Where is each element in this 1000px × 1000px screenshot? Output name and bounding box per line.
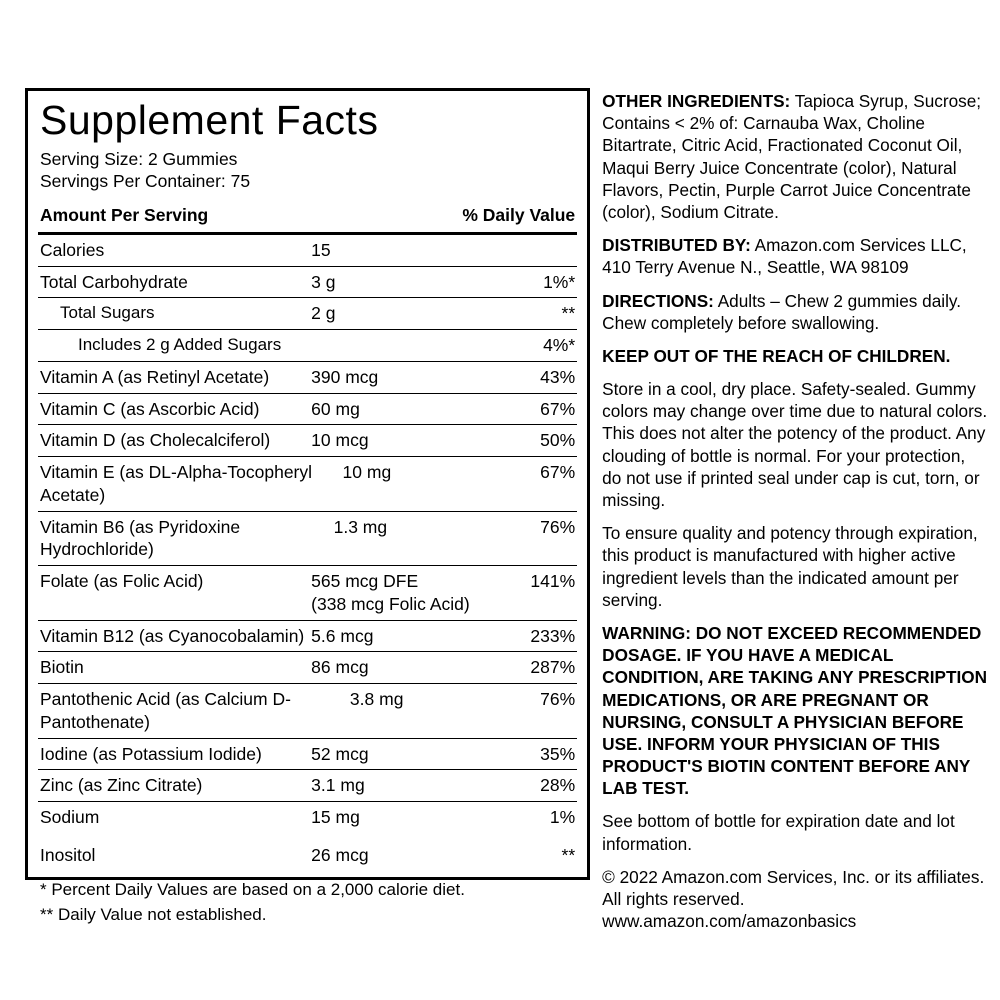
nutrient-dv: 43% bbox=[540, 366, 576, 387]
table-row bbox=[38, 298, 577, 329]
nutrient-amount: 2 g bbox=[311, 303, 336, 324]
footnote-percent-dv: * Percent Daily Values are based on a 2,000 calorie diet. bbox=[40, 879, 465, 899]
nutrient-amount: 60 mg bbox=[311, 398, 360, 419]
nutrient-name: Vitamin B6 (as Pyridoxine Hydrochloride) bbox=[40, 516, 241, 560]
nutrient-dv: ** bbox=[561, 303, 576, 324]
nutrient-dv: 287% bbox=[530, 657, 576, 678]
servings-per-container: Servings Per Container: 75 bbox=[40, 171, 251, 192]
table-row bbox=[38, 394, 577, 425]
nutrient-name: Vitamin C (as Ascorbic Acid) bbox=[40, 398, 260, 419]
supplement-facts-panel bbox=[25, 88, 590, 924]
table-row bbox=[38, 235, 577, 266]
nutrient-name: Vitamin A (as Retinyl Acetate) bbox=[40, 366, 270, 387]
directions-paragraph bbox=[602, 290, 988, 334]
keep-out-of-reach-notice: KEEP OUT OF THE REACH OF CHILDREN. bbox=[602, 345, 951, 366]
website-url: www.amazon.com/amazonbasics bbox=[602, 911, 857, 932]
nutrient-name: Inositol bbox=[40, 844, 96, 865]
nutrient-name: Biotin bbox=[40, 657, 84, 678]
directions-label: DIRECTIONS: bbox=[602, 290, 714, 311]
nutrient-amount-secondary: (338 mcg Folic Acid) bbox=[311, 593, 470, 614]
table-row bbox=[38, 652, 577, 683]
table-row bbox=[38, 840, 577, 871]
other-ingredients-paragraph bbox=[602, 90, 988, 223]
nutrient-dv: 28% bbox=[540, 775, 576, 796]
nutrient-amount: 3.8 mg bbox=[349, 689, 404, 710]
nutrient-amount: 565 mcg DFE bbox=[311, 571, 419, 592]
nutrient-name: Iodine (as Potassium Iodide) bbox=[40, 743, 262, 764]
nutrient-name: Vitamin E (as DL-Alpha-Tocopheryl Acetate) bbox=[40, 462, 313, 505]
expiration-paragraph: See bottom of bottle for expiration date and lot information. bbox=[602, 811, 955, 854]
directions-text: Adults – Chew 2 gummies daily. Chew completely before swallowing. bbox=[602, 290, 961, 333]
nutrient-dv: 67% bbox=[540, 398, 576, 419]
nutrient-name: Calories bbox=[40, 239, 105, 260]
table-row bbox=[38, 330, 577, 361]
header-daily-value: % Daily Value bbox=[462, 204, 576, 225]
header-amount-per-serving: Amount Per Serving bbox=[40, 204, 209, 225]
footnote-dv-not-established: ** Daily Value not established. bbox=[40, 904, 267, 924]
table-row bbox=[38, 425, 577, 456]
table-row bbox=[38, 267, 577, 298]
nutrient-dv: 1%* bbox=[543, 271, 576, 292]
nutrient-dv: 233% bbox=[530, 625, 576, 646]
nutrient-amount: 10 mcg bbox=[311, 430, 369, 451]
table-row bbox=[38, 739, 577, 770]
nutrient-amount: 3.1 mg bbox=[311, 775, 365, 796]
nutrient-dv: ** bbox=[561, 844, 576, 865]
warning-paragraph: WARNING: DO NOT EXCEED RECOMMENDED DOSAGE. IF YOU HAVE A MEDICAL CONDITION, ARE TAKING ANY PRESCRIPTION MEDICATIONS, OR ARE PREGNANT OR NURSING, CONSULT A PHYSICIAN BEFORE USE. INFORM YOUR PHYSICIAN OF THIS PRODUCT'S BIOTIN CONTENT BEFORE ANY LAB TEST. bbox=[602, 622, 988, 799]
table-header bbox=[38, 200, 577, 232]
nutrient-amount: 52 mcg bbox=[311, 743, 369, 764]
distributed-by-label: DISTRIBUTED BY: bbox=[602, 235, 751, 256]
other-ingredients-label: OTHER INGREDIENTS: bbox=[602, 91, 791, 111]
nutrient-amount: 1.3 mg bbox=[333, 516, 388, 537]
table-row bbox=[38, 621, 577, 652]
serving-size: Serving Size: 2 Gummies bbox=[40, 149, 238, 170]
nutrient-name: Total Sugars bbox=[60, 303, 155, 323]
nutrient-name: Vitamin D (as Cholecalciferol) bbox=[40, 430, 271, 451]
nutrient-name: Pantothenic Acid (as Calcium D-Pantothenate) bbox=[40, 689, 291, 732]
nutrient-name: Folate (as Folic Acid) bbox=[40, 571, 204, 592]
table-row bbox=[38, 362, 577, 393]
nutrient-dv: 76% bbox=[540, 516, 576, 537]
nutrient-amount: 15 mg bbox=[311, 807, 360, 828]
nutrient-dv: 141% bbox=[530, 571, 576, 592]
quality-paragraph: To ensure quality and potency through expiration, this product is manufactured with higher active ingredient levels than the indicated amount per serving. bbox=[602, 523, 978, 610]
nutrient-dv: 67% bbox=[540, 462, 576, 483]
distributed-by-text: Amazon.com Services LLC, 410 Terry Avenue N., Seattle, WA 98109 bbox=[602, 235, 967, 278]
nutrient-amount: 10 mg bbox=[342, 462, 392, 483]
table-row bbox=[38, 512, 577, 566]
label-text-column bbox=[602, 88, 988, 960]
nutrient-amount: 26 mcg bbox=[311, 844, 369, 865]
nutrient-name: Vitamin B12 (as Cyanocobalamin) bbox=[40, 625, 305, 646]
nutrient-name: Total Carbohydrate bbox=[40, 271, 188, 292]
nutrient-amount: 86 mcg bbox=[311, 657, 369, 678]
nutrient-dv: 4%* bbox=[543, 335, 576, 356]
nutrient-amount-group bbox=[309, 570, 483, 616]
other-ingredients-text: Tapioca Syrup, Sucrose; Contains < 2% of: Carnauba Wax, Choline Bitartrate, Citric Acid, Fractionated Coconut Oil, Maqui Berry Juice Concentrate (color), Natural Flavors, Pectin, Purple Carrot Juice Concentrate (color), Sodium Citrate. bbox=[602, 91, 982, 222]
nutrient-amount: 390 mcg bbox=[311, 366, 379, 387]
page-title: Supplement Facts bbox=[40, 97, 379, 143]
nutrient-amount: 15 bbox=[311, 239, 331, 260]
table-row bbox=[38, 770, 577, 801]
nutrient-name: Zinc (as Zinc Citrate) bbox=[40, 775, 203, 796]
distributed-by-paragraph bbox=[602, 234, 988, 278]
table-row bbox=[38, 566, 577, 620]
nutrient-name: Includes 2 g Added Sugars bbox=[78, 335, 282, 355]
nutrient-dv: 76% bbox=[540, 689, 576, 710]
storage-paragraph: Store in a cool, dry place. Safety-sealed. Gummy colors may change over time due to natural colors. This does not alter the potency of the product. Any clouding of bottle is normal. For your protection, do not use if printed seal under cap is cut, torn, or missing. bbox=[602, 379, 988, 510]
copyright-line-1: © 2022 Amazon.com Services, Inc. or its affiliates. bbox=[602, 866, 985, 887]
table-row bbox=[38, 802, 577, 833]
nutrient-name: Sodium bbox=[40, 807, 100, 828]
table-row bbox=[38, 457, 577, 511]
nutrient-dv: 35% bbox=[540, 743, 576, 764]
nutrient-dv: 1% bbox=[549, 807, 576, 828]
nutrient-amount: 3 g bbox=[311, 271, 336, 292]
nutrient-dv: 50% bbox=[540, 430, 576, 451]
table-row bbox=[38, 684, 577, 738]
nutrient-amount: 5.6 mcg bbox=[311, 625, 374, 646]
copyright-line-2: All rights reserved. bbox=[602, 889, 745, 909]
